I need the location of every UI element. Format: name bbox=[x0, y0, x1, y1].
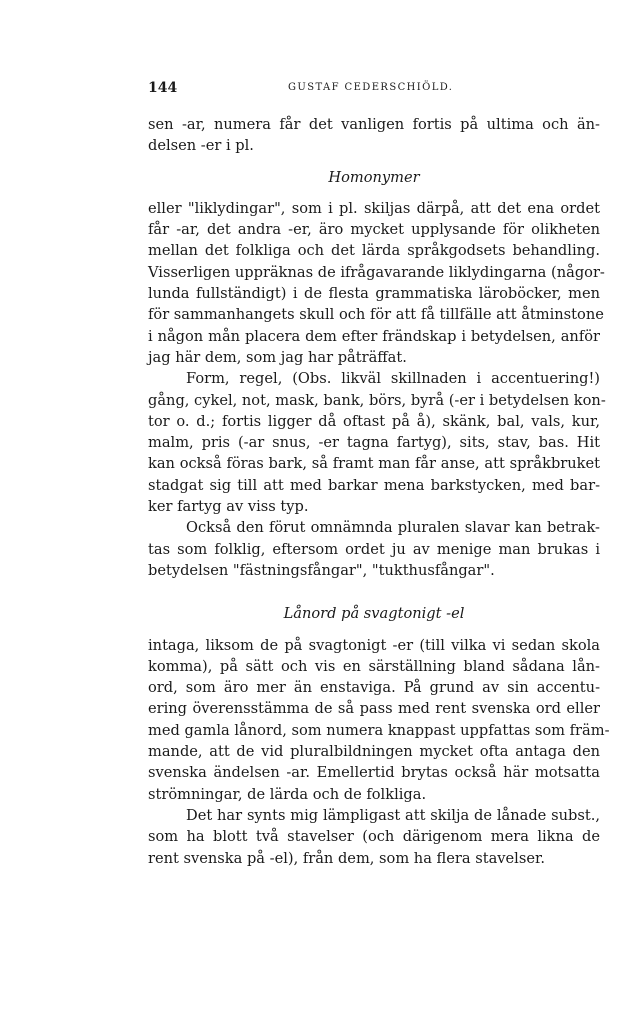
text-line: Det har synts mig lämpligast att skilja de lånade subst., bbox=[186, 806, 600, 824]
text-line: Form, regel, (Obs. likväl skillnaden i accentuering!) bbox=[186, 370, 600, 388]
text-line: ord, som äro mer än enstaviga. På grund av sin accentu- bbox=[148, 679, 600, 697]
text-line: delsen -er i pl. bbox=[148, 137, 254, 155]
text-line: som ha blott två stavelser (och därigenom mera likna de bbox=[148, 828, 600, 846]
text-line: malm, pris (-ar snus, -er tagna fartyg), sits, stav, bas. Hit bbox=[148, 434, 600, 452]
text-line: tas som folklig, eftersom ordet ju av menige man brukas i bbox=[148, 540, 600, 558]
section-heading-homonymer: Homonymer bbox=[328, 168, 420, 186]
text-line: mande, att de vid pluralbildningen mycket ofta antaga den bbox=[148, 743, 600, 761]
text-line: komma), på sätt och vis en särställning bland sådana lån- bbox=[148, 657, 600, 675]
text-line: strömningar, de lärda och de folkliga. bbox=[148, 785, 427, 803]
text-line: ker fartyg av viss typ. bbox=[148, 498, 309, 516]
text-line: gång, cykel, not, mask, bank, börs, byrå (-er i betydelsen kon- bbox=[148, 391, 606, 409]
section-heading-lanord: Lånord på svagtonigt -el bbox=[283, 605, 465, 623]
text-line: sen -ar, numera får det vanligen fortis på ultima och än- bbox=[148, 116, 600, 133]
text-line: mellan det folkliga och det lärda språkgodsets behandling. bbox=[148, 242, 600, 260]
text-line: för sammanhangets skull och för att få tillfälle att åtminstone bbox=[148, 306, 604, 324]
text-line: Visserligen uppräknas de ifrågavarande liklydingarna (någor- bbox=[148, 263, 605, 281]
text-line: Också den förut omnämnda pluralen slavar kan betrak- bbox=[186, 519, 600, 537]
page-number: 144 bbox=[148, 80, 178, 96]
text-line: med gamla lånord, som numera knappast uppfattas som främ- bbox=[148, 721, 610, 739]
text-line: ering överensstämma de så pass med rent svenska ord eller bbox=[148, 700, 600, 718]
text-line: lunda fullständigt) i de flesta grammatiska läroböcker, men bbox=[148, 285, 600, 303]
running-head: GUSTAF CEDERSCHIÖLD. bbox=[288, 82, 454, 93]
text-line: kan också föras bark, så framt man får anse, att språkbruket bbox=[148, 455, 600, 473]
text-line: får -ar, det andra -er, äro mycket upplysande för olikheten bbox=[148, 221, 600, 239]
text-line: tor o. d.; fortis ligger då oftast på å), skänk, bal, vals, kur, bbox=[148, 412, 600, 430]
text-line: svenska ändelsen -ar. Emellertid brytas också här motsatta bbox=[148, 764, 600, 782]
text-line: rent svenska på -el), från dem, som ha flera stavelser. bbox=[148, 849, 545, 867]
page-body bbox=[148, 114, 610, 869]
text-line: i någon mån placera dem efter frändskap i betydelsen, anför bbox=[148, 327, 600, 345]
text-line: stadgat sig till att med barkar mena barkstycken, med bar- bbox=[148, 476, 600, 494]
text-line: eller "liklydingar", som i pl. skiljas därpå, att det ena ordet bbox=[148, 199, 600, 217]
text-line: intaga, liksom de på svagtonigt -er (till vilka vi sedan skola bbox=[148, 636, 600, 654]
page-header bbox=[148, 80, 598, 100]
text-line: jag här dem, som jag har påträffat. bbox=[148, 348, 407, 366]
text-line: betydelsen "fästningsfångar", "tukthusfångar". bbox=[148, 561, 495, 579]
